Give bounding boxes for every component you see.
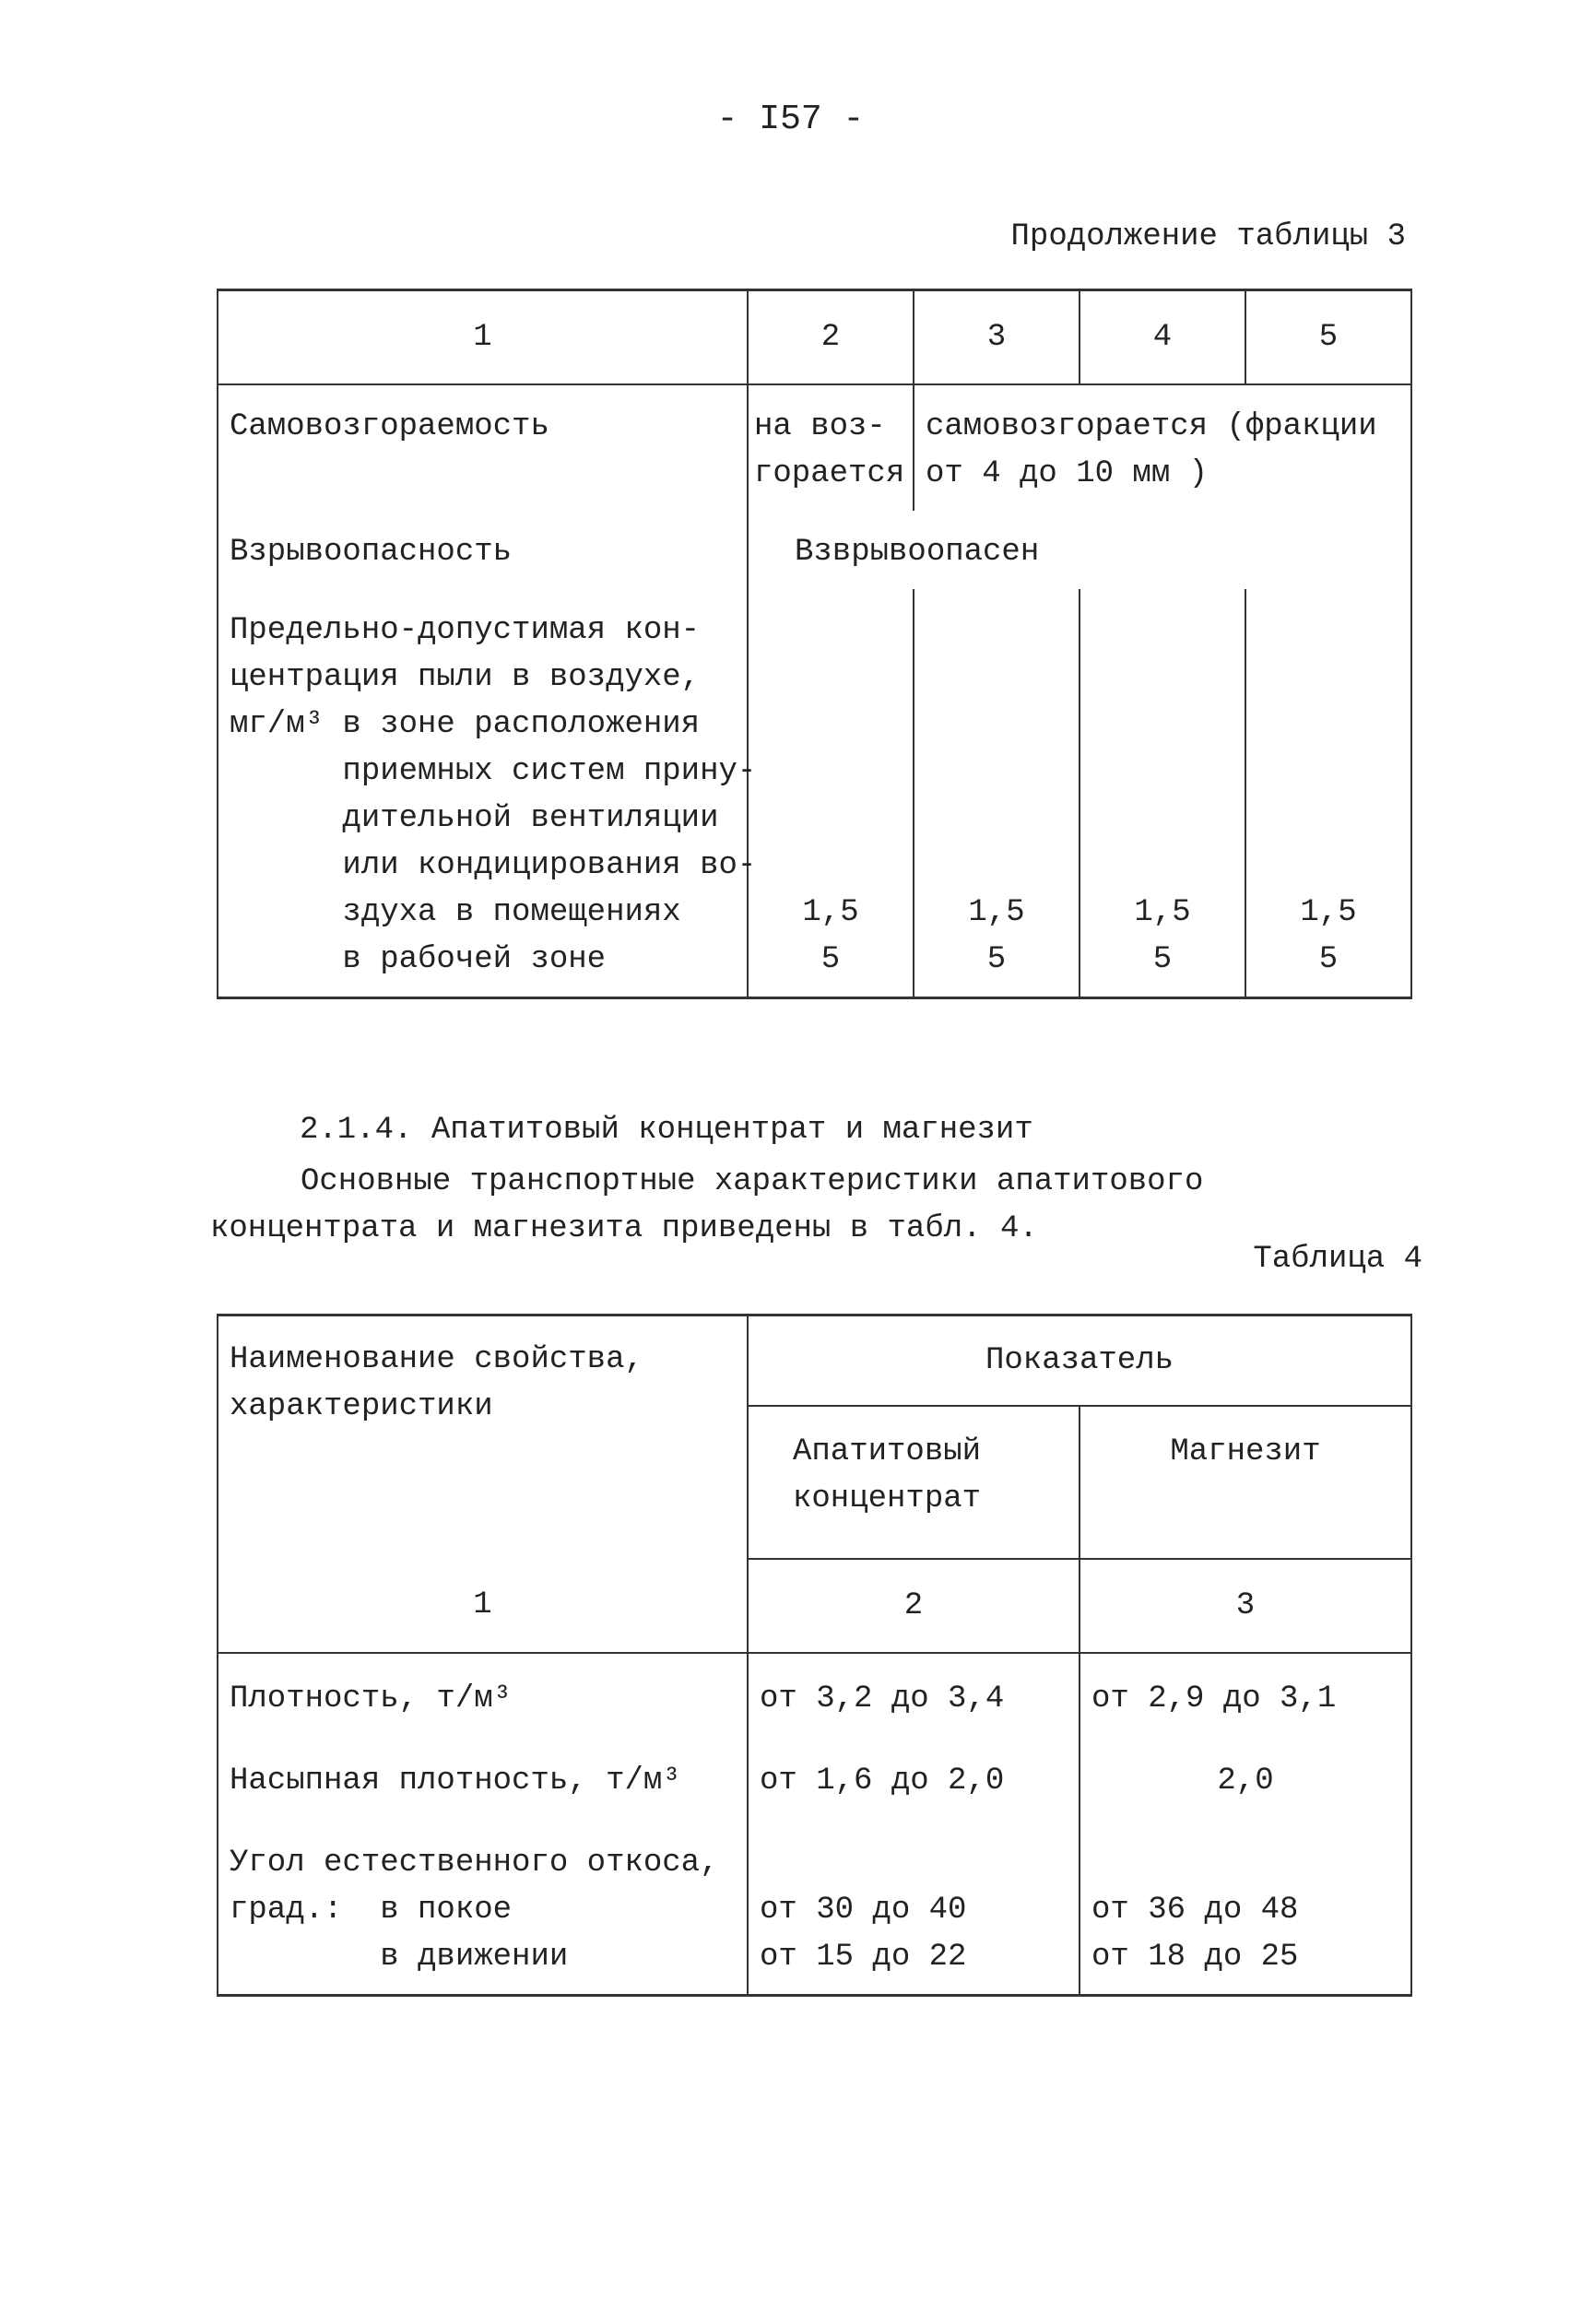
section-heading: 2.1.4. Апатитовый концентрат и магнезит — [300, 1113, 1033, 1148]
table4-header-row-1 — [218, 1315, 1411, 1407]
table3-header-col1: 1 — [218, 290, 748, 385]
density-magnesite: от 2,9 до 3,1 — [1080, 1653, 1411, 1736]
table3-header-col2: 2 — [748, 290, 914, 385]
table4-header-indicator: Показатель — [748, 1315, 1411, 1407]
table3-header-row — [218, 290, 1411, 385]
table4-col-number-2: 2 — [748, 1559, 1080, 1653]
bulk-density-label: Насыпная плотность, т/м³ — [218, 1736, 748, 1818]
mpc-col4: 1,5 5 — [1080, 589, 1245, 998]
table4-number-row — [218, 1559, 1411, 1653]
explosion-value: Взврывоопасен — [748, 511, 1411, 589]
density-apatite: от 3,2 до 3,4 — [748, 1653, 1080, 1736]
table3-row-mpc — [218, 589, 1411, 998]
repose-angle-magnesite: от 36 до 48 от 18 до 25 — [1080, 1818, 1411, 1996]
table3-row-explosion — [218, 511, 1411, 589]
table3-continuation-caption: Продолжение таблицы 3 — [1010, 219, 1406, 254]
self-ignition-col3-5: самовозгорается (фракции от 4 до 10 мм ) — [914, 384, 1411, 511]
mpc-col3: 1,5 5 — [914, 589, 1080, 998]
self-ignition-col2: на воз- горается — [748, 384, 914, 511]
section-paragraph: Основные транспортные характеристики апатитового концентрата и магнезита приведены в табл. 4. — [210, 1164, 1204, 1246]
explosion-label: Взрывоопасность — [218, 511, 748, 589]
table4-col-number-3: 3 — [1080, 1559, 1411, 1653]
page-number: - I57 - — [716, 100, 865, 139]
bulk-density-apatite: от 1,6 до 2,0 — [748, 1736, 1080, 1818]
table4-header-magnesite: Магнезит — [1080, 1406, 1411, 1559]
bulk-density-magnesite: 2,0 — [1080, 1736, 1411, 1818]
table4-row-repose-angle — [218, 1818, 1411, 1996]
density-label: Плотность, т/м³ — [218, 1653, 748, 1736]
table4 — [217, 1314, 1412, 1997]
table3-header-col4: 4 — [1080, 290, 1245, 385]
table4-caption: Таблица 4 — [1253, 1242, 1422, 1277]
table3-row-self-ignition — [218, 384, 1411, 511]
table4-row-density — [218, 1653, 1411, 1736]
repose-angle-label: Угол естественного откоса, град.: в покое в движении — [218, 1818, 748, 1996]
mpc-label: Предельно-допустимая кон- центрация пыли в воздухе, мг/м³ в зоне расположения приемных систем прину- дительной вентиляции или кондицирования во- здуха в помещениях в рабочей зоне — [218, 589, 748, 998]
table4-header-apatite: Апатитовый концентрат — [748, 1406, 1080, 1559]
mpc-col2: 1,5 5 — [748, 589, 914, 998]
table4-row-bulk-density — [218, 1736, 1411, 1818]
mpc-col5: 1,5 5 — [1245, 589, 1411, 998]
table4-header-property: Наименование свойства, характеристики — [218, 1315, 748, 1560]
table3-continuation — [217, 289, 1412, 999]
self-ignition-label: Самовозгораемость — [218, 384, 748, 511]
repose-angle-apatite: от 30 до 40 от 15 до 22 — [748, 1818, 1080, 1996]
table3-header-col3: 3 — [914, 290, 1080, 385]
table4-col-number-1: 1 — [218, 1559, 748, 1653]
table3-header-col5: 5 — [1245, 290, 1411, 385]
